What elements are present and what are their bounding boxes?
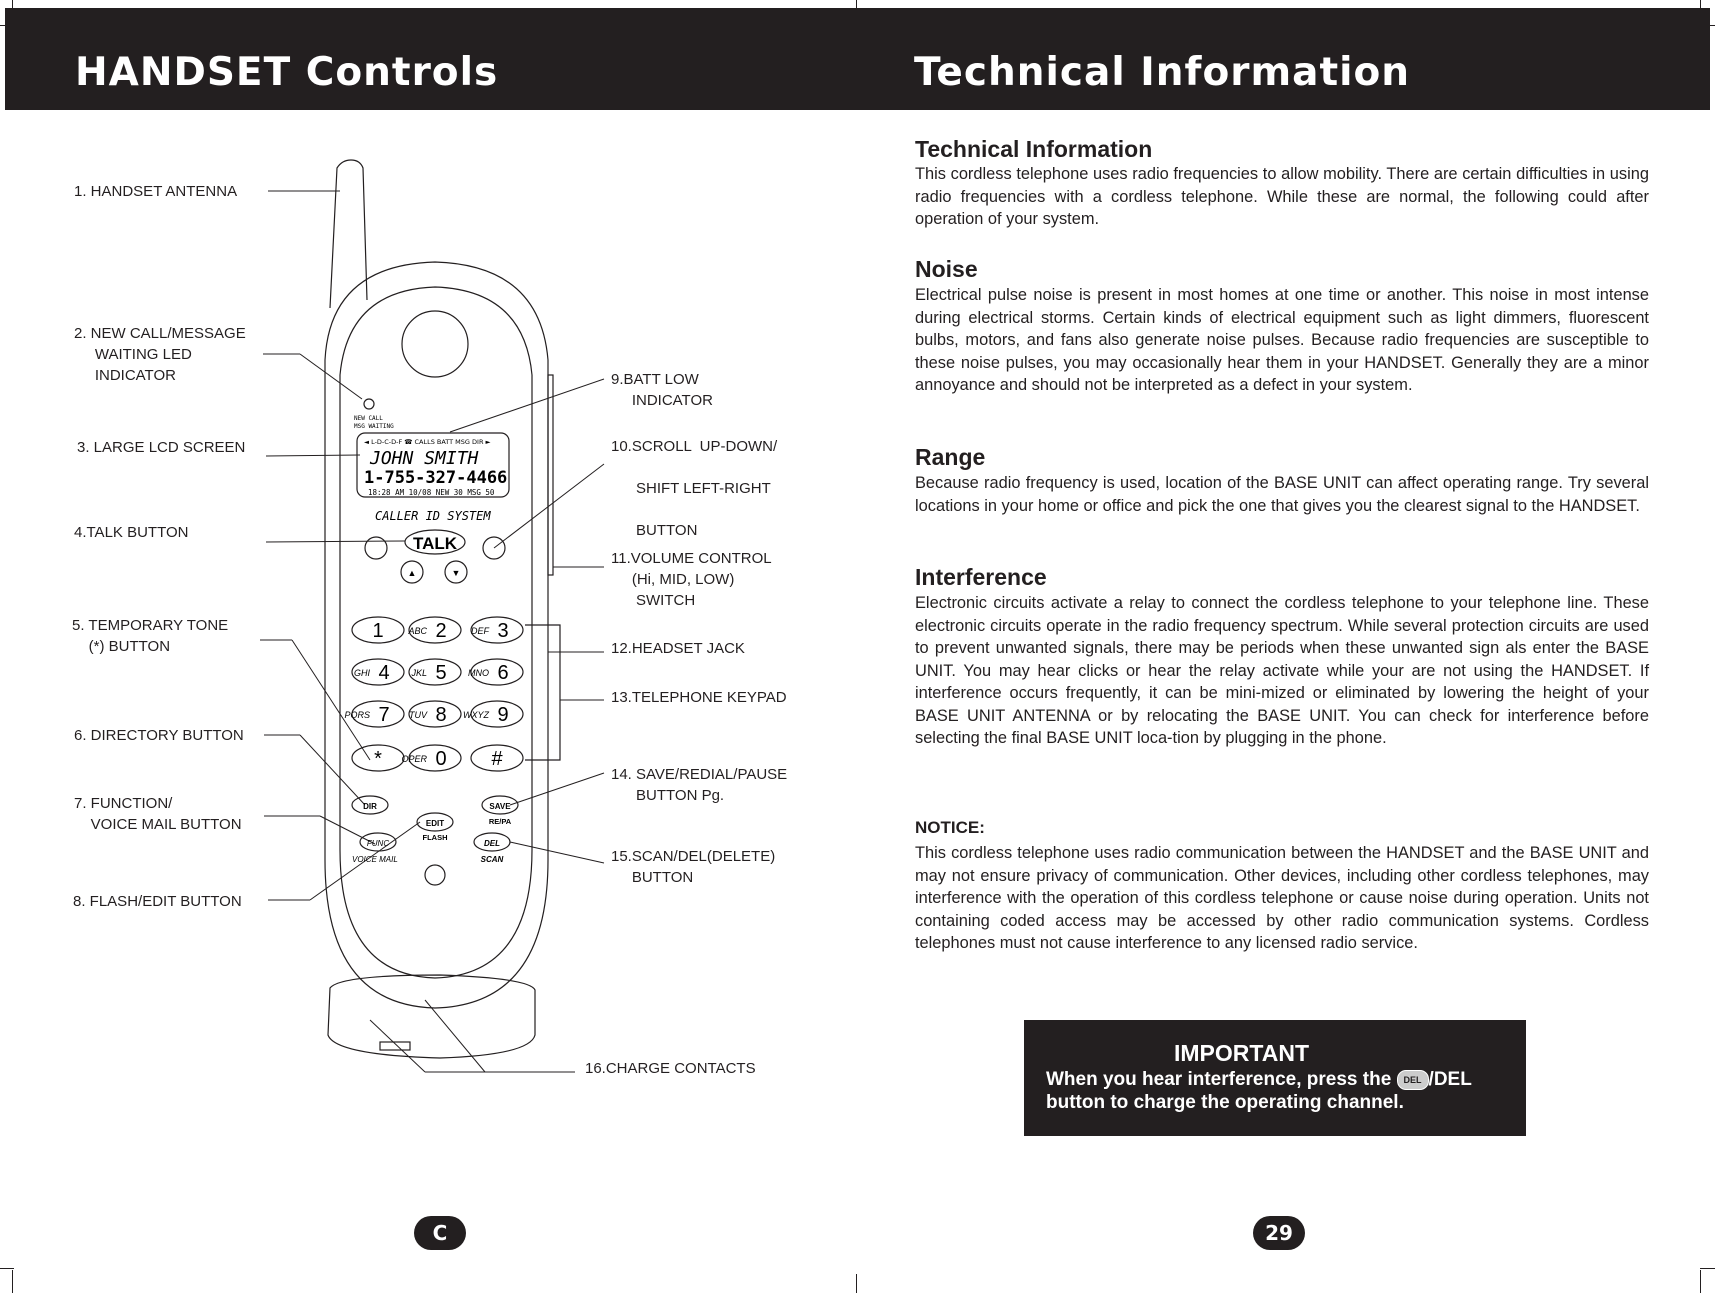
section-text-interference: Electronic circuits activate a relay to connect the cordless telephone to your telephone line. These electronic circuits operate in the radio frequency spectrum. While several protection circuits are used to prevent unwanted signals, there may be periods when these unwanted sign als enter the BASE UNIT. You may hear clicks or hear the relay activate while your are not using the HANDSET. If interference occurs frequently, it can be mini-mized or eliminated by lowering the height of your BASE UNIT ANTENNA or by relocating the BASE UNIT. You can check for interference before selecting the final BASE UNIT loca-tion by plugging in the phone. [915,594,1649,747]
label-save-redial: 14. SAVE/REDIAL/PAUSE BUTTON Pg. [611,766,788,804]
lcd-bottom-line: 18:28 AM 10/08 NEW 30 MSG 50 [368,488,495,497]
key-letters: DEF [471,626,489,636]
key-digit-*[interactable]: * [374,748,382,770]
left-header-title: HANDSET Controls [75,50,499,95]
key-letters: OPER [401,754,427,764]
label-directory-button: 6. DIRECTORY BUTTON [74,727,244,744]
up-arrow-icon: ▲ [407,568,417,578]
caller-id-label: CALLER ID SYSTEM [375,509,491,523]
led-label: NEW CALL [354,415,383,422]
key-digit-3[interactable]: 3 [497,620,509,642]
repa-label: RE/PA [488,817,512,826]
crop-mark [0,1268,14,1269]
key-letters: PQRS [344,710,370,720]
label-flash-edit-button: 8. FLASH/EDIT BUTTON [73,893,242,910]
key-digit-2[interactable]: 2 [435,620,447,642]
important-text-before: When you hear interference, press the [1046,1069,1392,1090]
talk-button[interactable]: TALK [412,534,458,553]
label-headset-jack: 12.HEADSET JACK [611,640,745,657]
led-indicator [364,399,374,409]
func-button[interactable]: FUNC [366,839,390,848]
label-batt-low: 9.BATT LOW INDICATOR [611,371,713,409]
save-button[interactable]: SAVE [489,802,511,811]
notice-heading: NOTICE: [915,818,985,837]
section-text-range: Because radio frequency is used, location of the BASE UNIT can affect operating range. Try several locations in your home or office and pick the one that gives you the clearest signal to the HANDSET. [915,474,1649,515]
right-header-bar [857,8,1710,110]
label-temporary-tone: 5. TEMPORARY TONE (*) BUTTON [72,617,229,655]
crop-mark [1700,1270,1701,1293]
del-button[interactable]: DEL [484,839,500,848]
speaker-grille [402,311,468,377]
left-header-bar [5,8,858,110]
key-digit-#[interactable]: # [491,748,503,770]
key-digit-4[interactable]: 4 [378,662,390,684]
label-handset-antenna: 1. HANDSET ANTENNA [74,183,238,200]
crop-mark [12,1270,13,1293]
notice-text: This cordless telephone uses radio communication between the HANDSET and the BASE UNIT and may not ensure privacy of communication. Other devices, including other cordless telephones, may interference with the operation of this cordless telephone or cause noise during operation. Units not containing coded access may be accessed by other radio communication systems. Cordless telephones must not cause interference to any licensed radio service. [915,844,1649,952]
flash-label: FLASH [422,833,448,842]
section-heading-noise: Noise [915,256,978,282]
charge-base [328,975,535,1058]
label-volume-control: 11.VOLUME CONTROL (Hi, MID, LOW) SWITCH [611,550,772,609]
label-lcd-screen: 3. LARGE LCD SCREEN [77,439,246,456]
key-digit-8[interactable]: 8 [435,704,447,726]
label-scan-del: 15.SCAN/DEL(DELETE) BUTTON [611,848,776,886]
key-digit-5[interactable]: 5 [435,662,447,684]
label-function-button: 7. FUNCTION/ VOICE MAIL BUTTON [74,795,242,833]
section-heading-interference: Interference [915,564,1047,590]
crop-mark [1700,1268,1715,1269]
key-letters: WXYZ [463,710,489,720]
right-header-title: Technical Information [914,50,1411,95]
left-scroll-button [365,537,387,559]
led-label-2: MSG WAITING [354,423,394,430]
important-text [1046,1068,1516,1114]
handset-diagram [0,110,860,1110]
label-telephone-keypad: 13.TELEPHONE KEYPAD [611,689,787,706]
del-button-icon: DEL [1397,1070,1429,1090]
antenna-outline [330,160,367,308]
label-charge-contacts: 16.CHARGE CONTACTS [585,1060,756,1077]
scan-label: SCAN [480,855,504,864]
label-talk-button: 4.TALK BUTTON [74,524,189,541]
lcd-number: 1-755-327-4466 [364,468,508,488]
lcd-status-line: ◄ L-D-C-D-F ☎ CALLS BATT MSG DIR ► [364,438,491,446]
section-text-technical: This cordless telephone uses radio frequencies to allow mobility. There are certain difficulties in using radio frequencies with a cordless telephone. While these are normal, the following could after operation of your system. [915,165,1649,228]
keypad-bracket [525,625,560,760]
key-digit-9[interactable]: 9 [497,704,509,726]
key-digit-1[interactable]: 1 [372,620,384,642]
label-new-call-led: 2. NEW CALL/MESSAGE WAITING LED INDICATOR [74,325,246,384]
key-digit-6[interactable]: 6 [497,662,509,684]
volume-switch [548,375,553,575]
important-box [1024,1020,1526,1136]
down-arrow-icon: ▼ [451,568,461,578]
key-digit-0[interactable]: 0 [435,748,447,770]
key-letters: MNO [468,668,489,678]
key-letters: JKL [411,668,427,678]
key-letters: ABC [408,626,427,636]
section-text-noise: Electrical pulse noise is present in most homes at one time or another. This noise in most intense during electrical storms. Certain kinds of electrical equipment such as light dimmers, fluorescent bulbs, motors, and fans also generate noise pulses. Because radio frequencies are susceptible to these noise pulses, you may occasionally hear them in your HANDSET. Generally they are a minor annoyance and should not be interpreted as a defect in your system. [915,286,1649,394]
label-scroll-button: 10.SCROLL UP-DOWN/ SHIFT LEFT-RIGHT BUTTON [611,438,778,539]
lcd-name: JOHN SMITH [370,448,479,469]
key-digit-7[interactable]: 7 [378,704,390,726]
edit-button[interactable]: EDIT [425,819,445,828]
voice-mail-label: VOICE MAIL [352,855,398,864]
key-letters: GHI [353,668,370,678]
section-heading-range: Range [915,444,986,470]
section-heading-technical: Technical Information [915,136,1153,162]
key-letters: TUV [409,710,427,720]
right-page-number: 29 [1253,1216,1305,1250]
important-title: IMPORTANT [1174,1040,1310,1066]
left-page-number: C [414,1216,466,1250]
crop-mark [856,1274,857,1293]
dir-button[interactable]: DIR [363,802,377,811]
important-text-after: /DEL button to charge the operating channel. [1046,1069,1472,1113]
